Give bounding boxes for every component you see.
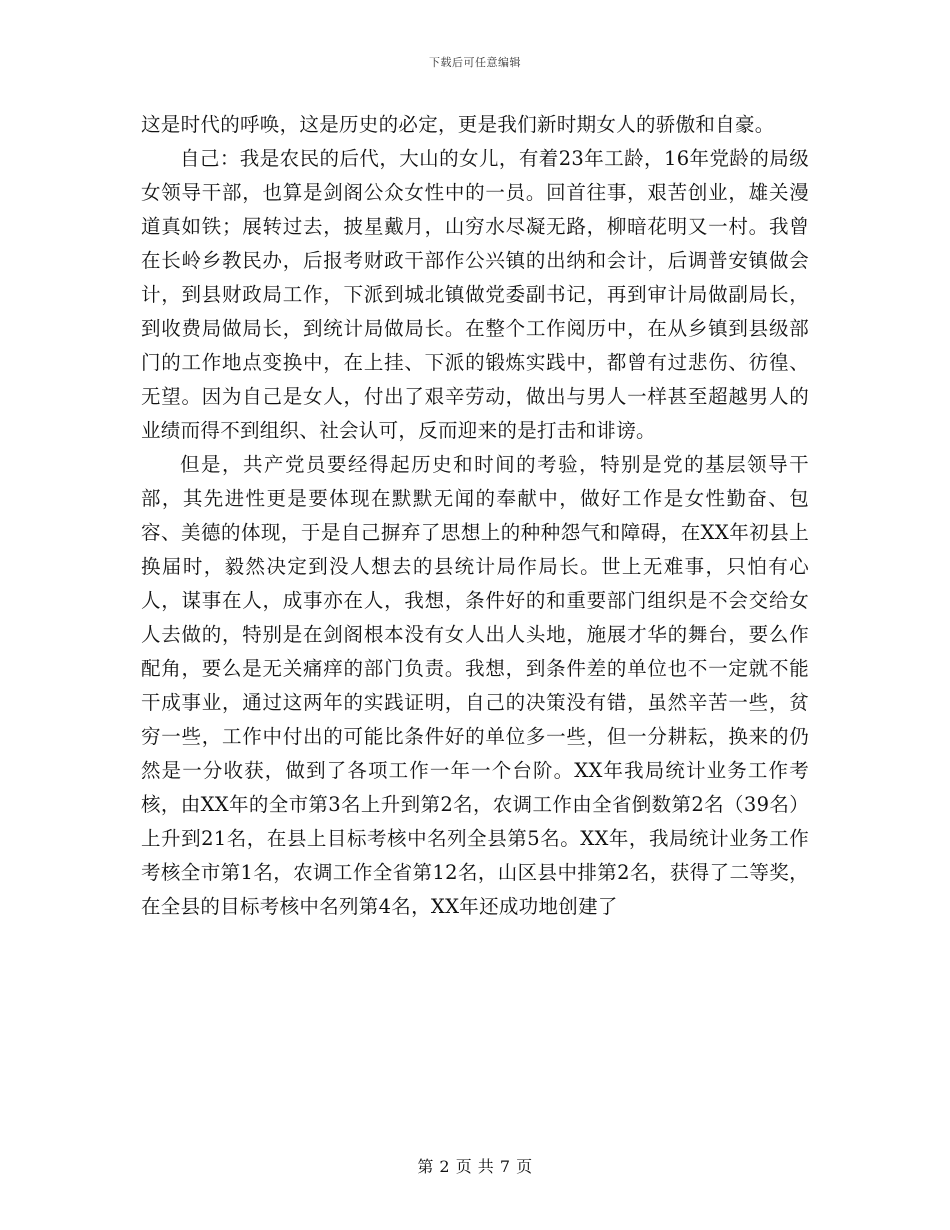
paragraph-3: 但是，共产党员要经得起历史和时间的考验，特别是党的基层领导干部，其先进性更是要体现在默默无闻的奉献中，做好工作是女性勤奋、包容、美德的体现，于是自己摒弃了思想上的种种怨气和障碍，在XX年初县上换届时，毅然决定到没人想去的县统计局作局长。世上无难事，只怕有心人，谋事在人，成事亦在人，我想，条件好的和重要部门组织是不会交给女人去做的，特别是在剑阁根本没有女人出人头地，施展才华的舞台，要么作配角，要么是无关痛痒的部门负责。我想，到条件差的单位也不一定就不能干成事业，通过这两年的实践证明，自己的决策没有错，虽然辛苦一些，贫穷一些，工作中付出的可能比条件好的单位多一些，但一分耕耘，换来的仍然是一分收获，做到了各项工作一年一个台阶。XX年我局统计业务工作考核，由XX年的全市第3名上升到第2名，农调工作由全省倒数第2名（39名）上升到21名，在县上目标考核中名列全县第5名。XX年，我局统计业务工作考核全市第1名，农调工作全省第12名，山区县中排第2名，获得了二等奖，在全县的目标考核中名列第4名，XX年还成功地创建了: [141, 453, 809, 918]
document-body: [141, 108, 809, 924]
paragraph-1: 这是时代的呼唤，这是历史的必定，更是我们新时期女人的骄傲和自豪。: [141, 113, 775, 136]
page-number: 第 2 页 共 7 页: [417, 1157, 533, 1176]
page-header-note: 下载后可任意编辑: [429, 56, 521, 69]
paragraph-2: 自己：我是农民的后代，大山的女儿，有着23年工龄，16年党龄的局级女领导干部，也算是剑阁公众女性中的一员。回首往事，艰苦创业，雄关漫道真如铁；展转过去，披星戴月，山穷水尽凝无路，柳暗花明又一村。我曾在长岭乡教民办，后报考财政干部作公兴镇的出纳和会计，后调普安镇做会计，到县财政局工作，下派到城北镇做党委副书记，再到审计局做副局长，到收费局做局长，到统计局做局长。在整个工作阅历中，在从乡镇到县级部门的工作地点变换中，在上挂、下派的锻炼实践中，都曾有过悲伤、彷徨、无望。因为自己是女人，付出了艰辛劳动，做出与男人一样甚至超越男人的业绩而得不到组织、社会认可，反而迎来的是打击和诽谤。: [141, 147, 809, 442]
